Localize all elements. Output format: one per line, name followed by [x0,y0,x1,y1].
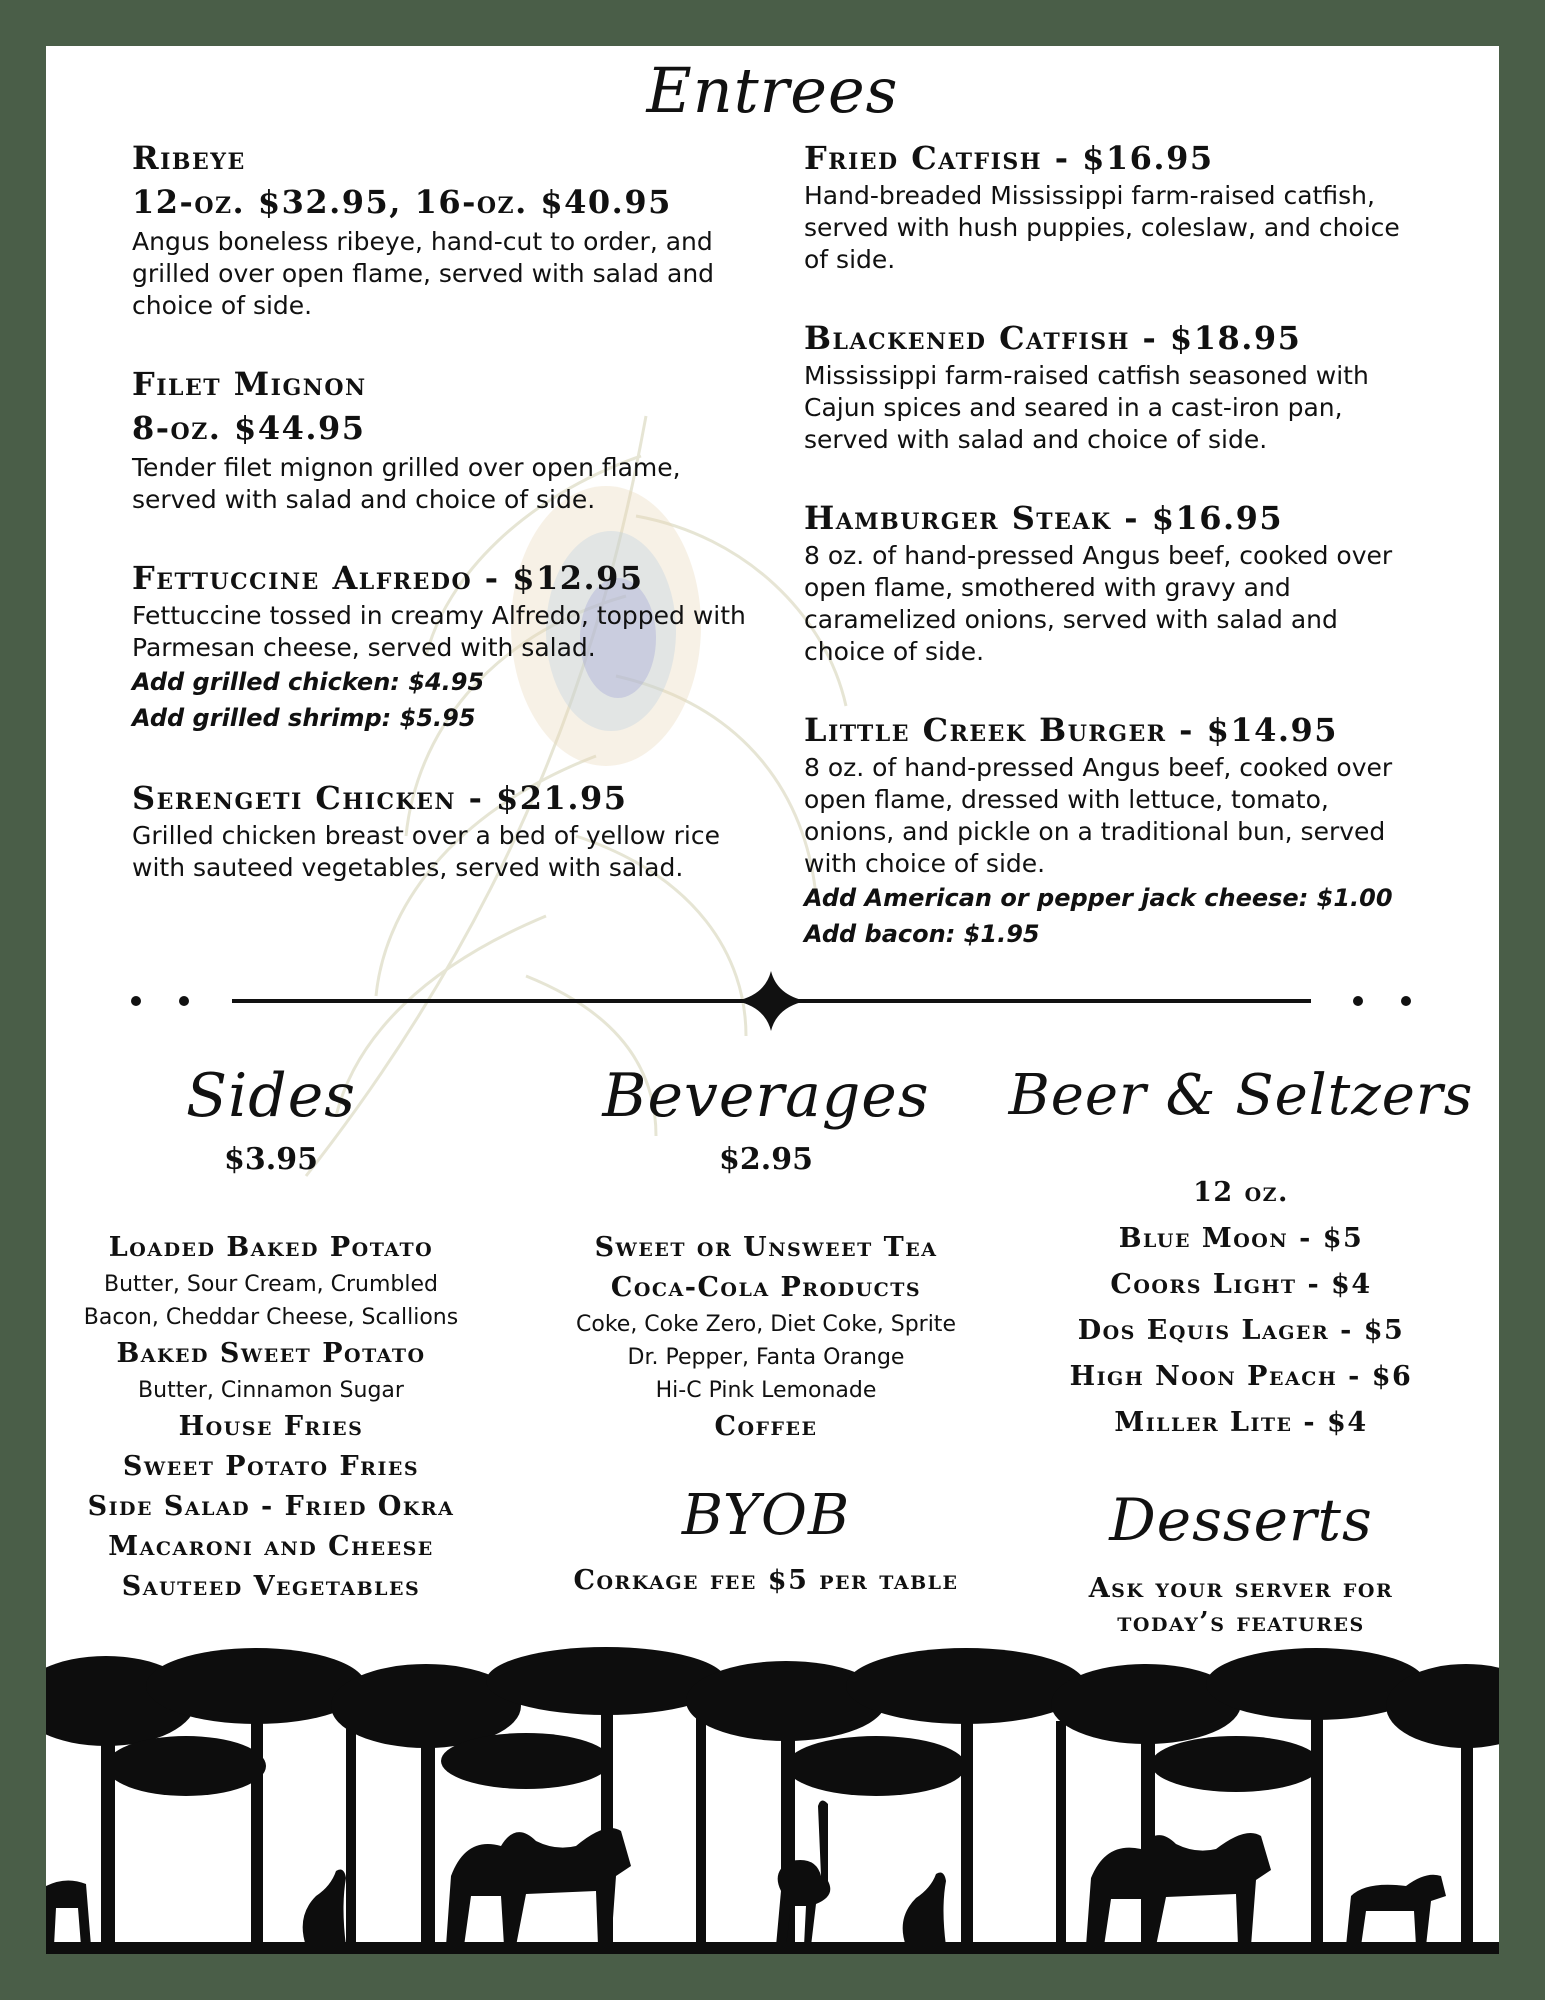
entree-description: 8 oz. of hand-pressed Angus beef, cooked over open flame, dressed with lettuce, tomato, onions, and pickle on a traditional bun, served with choice of side. [804,753,1393,878]
side-item: Baked Sweet Potato [116,1338,426,1369]
entree-name: Fried Catfish - $16.95 [804,139,1214,177]
side-item: Macaroni and Cheese [108,1531,434,1562]
beer-item: Blue Moon - $5 [1118,1223,1364,1254]
byob-title: BYOB [681,1483,851,1548]
beer-item: Miller Lite - $4 [1114,1407,1368,1438]
beverage-item: Coffee [714,1411,818,1442]
beverage-item: Coca-Cola Products [610,1272,922,1303]
sides-section [56,1056,486,1607]
side-item-detail: Butter, Cinnamon Sugar [138,1378,404,1403]
beer-item: Coors Light - $4 [1110,1269,1372,1300]
entree-addon: Add grilled shrimp: $5.95 [132,704,476,732]
beverages-title: Beverages [602,1061,930,1131]
entree-addon: Add grilled chicken: $4.95 [132,668,485,696]
side-item: Sweet Potato Fries [122,1451,420,1482]
entree-price-line: 8-oz. $44.95 [132,409,366,447]
sides-price: $3.95 [224,1142,318,1177]
entree-name: Little Creek Burger - $14.95 [804,711,1339,749]
beverages-section [546,1056,986,1601]
entree-price-line: 12-oz. $32.95, 16-oz. $40.95 [132,183,672,221]
entree-description: Grilled chicken breast over a bed of yellow rice with sauteed vegetables, served with salad. [132,821,720,882]
entree-description: Angus boneless ribeye, hand-cut to order, and grilled over open flame, served with salad and choice of side. [132,227,715,320]
entree-description: Hand-breaded Mississippi farm-raised catfish, served with hush puppies, coleslaw, and choice of side. [804,181,1400,274]
desserts-text: today’s features [1117,1607,1365,1638]
section-divider [116,971,1446,1031]
beer-title: Beer & Seltzers [1008,1063,1474,1128]
entree-item [132,776,772,884]
menu-page [46,46,1499,1954]
beverage-item: Sweet or Unsweet Tea [594,1232,938,1263]
side-item: Side Salad - Fried Okra [87,1491,455,1522]
entree-item [804,316,1424,456]
side-item: Loaded Baked Potato [108,1232,434,1263]
entrees-title: Entrees [646,54,899,127]
side-item-detail: Butter, Sour Cream, Crumbled Bacon, Cheddar Cheese, Scallions [83,1272,459,1330]
entree-item [804,496,1424,668]
beverage-item-detail: Coke, Coke Zero, Diet Coke, Sprite [576,1312,956,1337]
desserts-title: Desserts [1109,1486,1373,1554]
entree-description: 8 oz. of hand-pressed Angus beef, cooked over open flame, smothered with gravy and caramelized onions, served with salad and choice of side. [804,541,1393,666]
entree-item [132,556,772,736]
entree-item [804,136,1424,276]
entree-addon: Add bacon: $1.95 [804,920,1040,948]
entree-description: Tender filet mignon grilled over open flame, served with salad and choice of side. [132,453,681,514]
beverage-item-detail: Hi-C Pink Lemonade [655,1378,877,1403]
entrees-right-column [804,136,1424,992]
side-item: House Fries [178,1411,364,1442]
beer-item: High Noon Peach - $6 [1069,1361,1413,1392]
beverages-price: $2.95 [719,1142,813,1177]
entrees-left-column [132,136,772,924]
entree-description: Mississippi farm-raised catfish seasoned with Cajun spices and seared in a cast-iron pan, served with salad and choice of side. [804,361,1369,454]
entree-name: Serengeti Chicken - $21.95 [132,779,628,817]
beer-section [1006,1056,1476,1640]
entree-item [804,708,1424,952]
side-item: Sauteed Vegetables [121,1571,421,1602]
sides-title: Sides [186,1061,356,1131]
entree-item [132,362,772,516]
entree-name: Filet Mignon [132,365,367,403]
entree-description: Fettuccine tossed in creamy Alfredo, topped with Parmesan cheese, served with salad. [132,601,746,662]
entree-name: Ribeye [132,139,246,177]
entree-item [132,136,772,322]
entree-name: Hamburger Steak - $16.95 [804,499,1284,537]
desserts-text: Ask your server for [1088,1573,1394,1604]
beer-item: Dos Equis Lager - $5 [1077,1315,1405,1346]
byob-corkage-fee: Corkage fee $5 per table [573,1565,959,1596]
savanna-silhouette-illustration [46,1646,1499,1954]
beverage-item-detail: Dr. Pepper, Fanta Orange [627,1345,905,1370]
entree-name: Blackened Catfish - $18.95 [804,319,1302,357]
beer-size: 12 oz. [1193,1177,1289,1208]
entree-addon: Add American or pepper jack cheese: $1.00 [804,884,1393,912]
entree-name: Fettuccine Alfredo - $12.95 [132,559,644,597]
